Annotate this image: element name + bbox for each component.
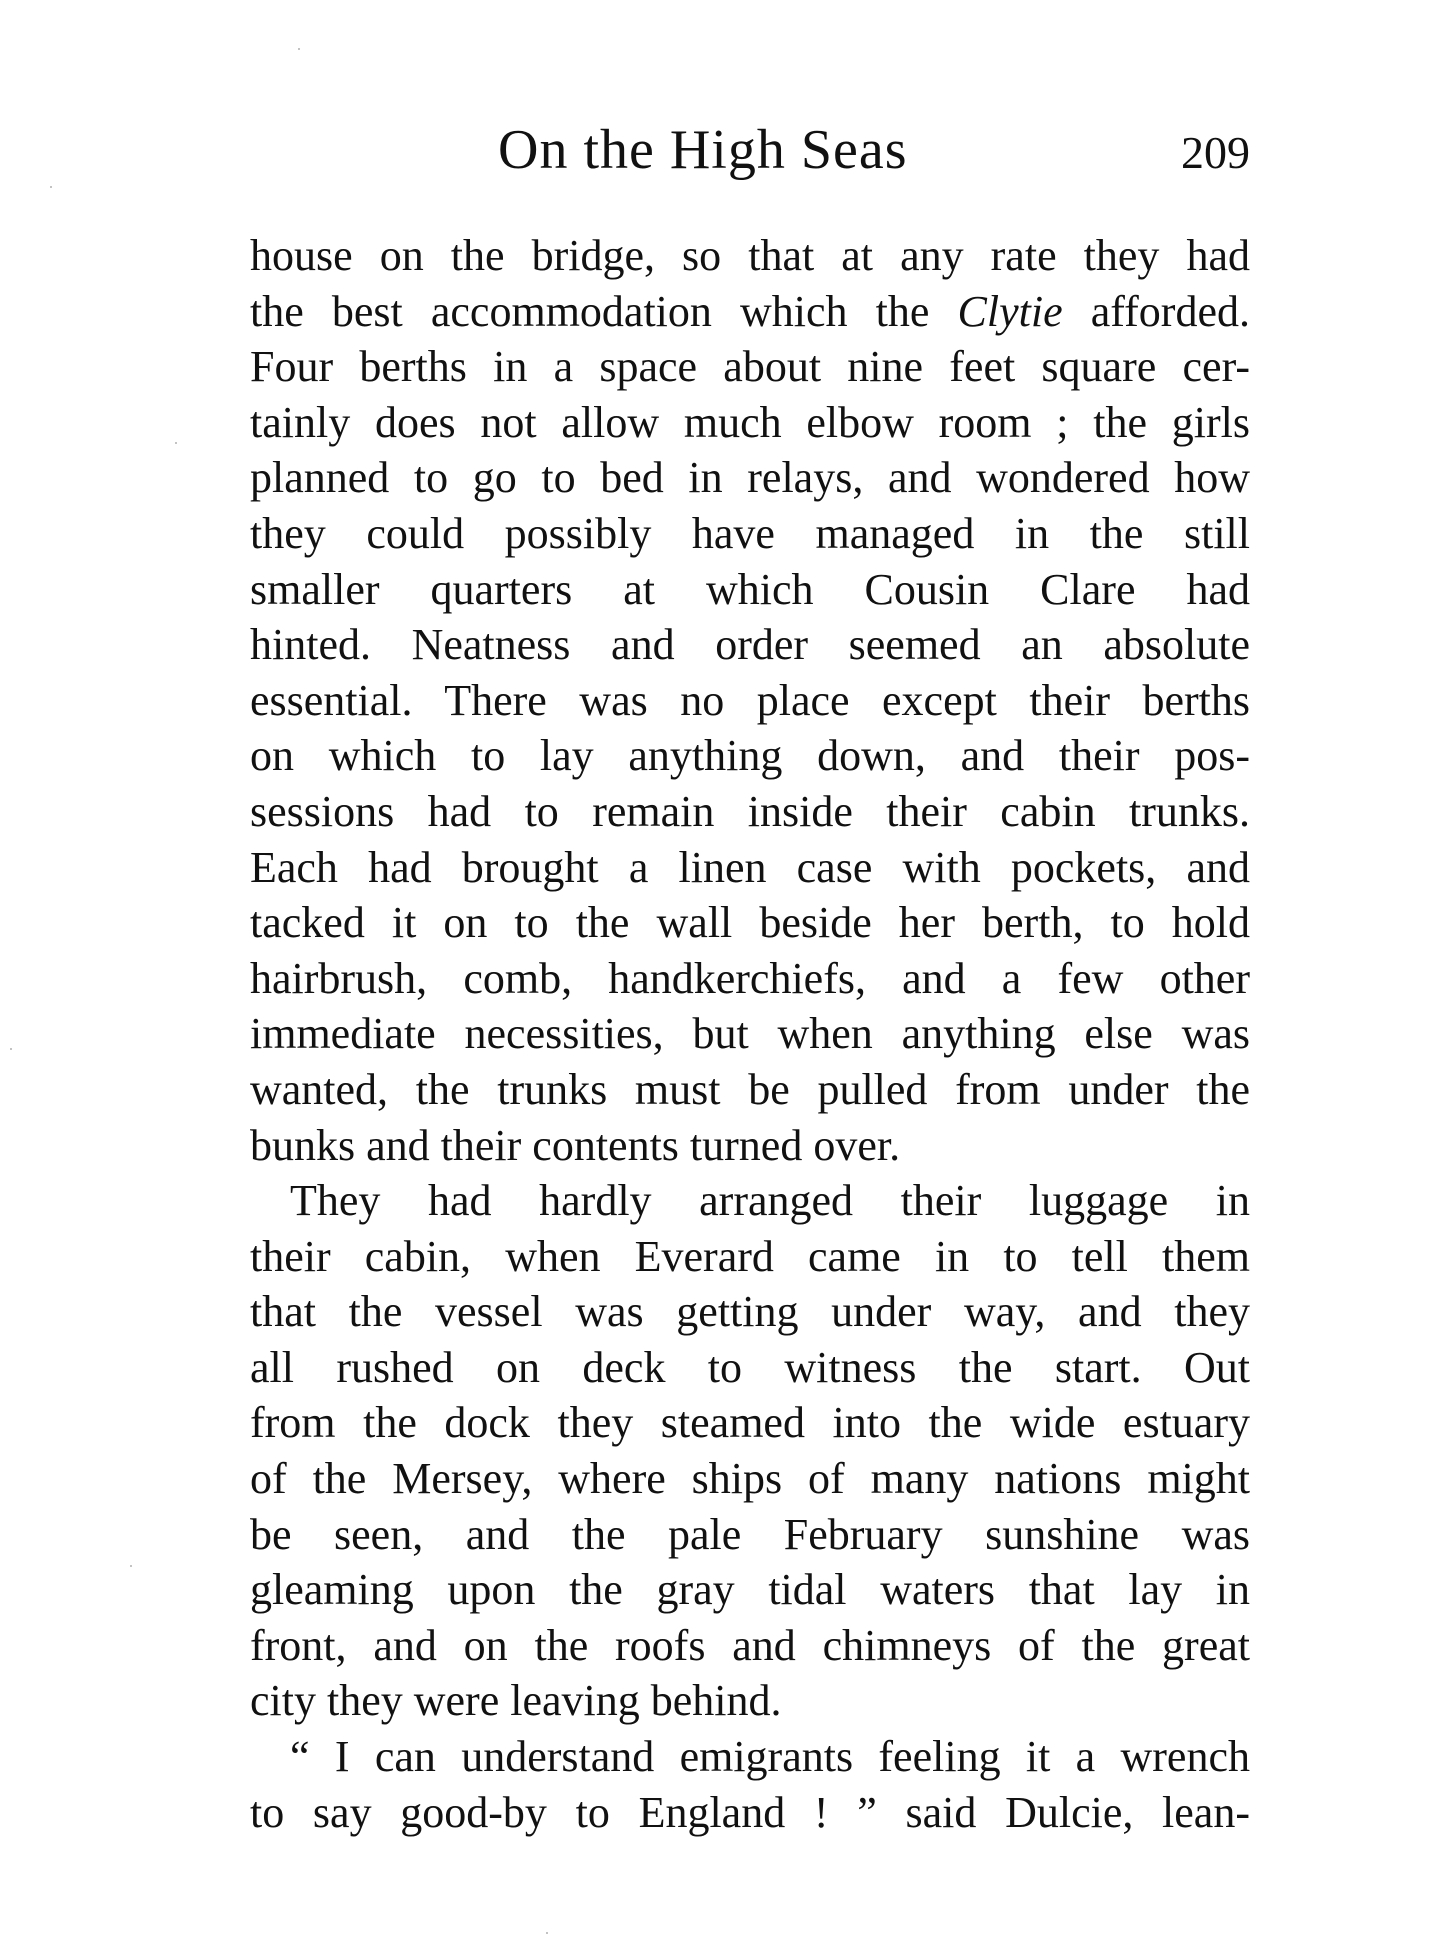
scan-speck	[298, 48, 300, 50]
text-line: wanted, the trunks must be pulled from under the	[250, 1064, 1250, 1114]
scan-speck	[175, 442, 177, 444]
text-line: essential. There was no place except their berths	[250, 675, 1250, 725]
text-line: that the vessel was getting under way, and they	[250, 1287, 1250, 1337]
running-header	[250, 118, 1250, 198]
text-line: bunks and their contents turned over.	[250, 1120, 901, 1170]
text-line: on which to lay anything down, and their pos-	[250, 731, 1250, 781]
text-line: gleaming upon the gray tidal waters that lay in	[250, 1565, 1250, 1615]
page-number: 209	[1181, 127, 1250, 178]
text-line: front, and on the roofs and chimneys of the great	[250, 1620, 1250, 1670]
text-line: planned to go to bed in relays, and wondered how	[250, 453, 1250, 503]
text-line: they could possibly have managed in the still	[250, 508, 1250, 558]
running-title: On the High Seas	[498, 119, 908, 181]
text-line: be seen, and the pale February sunshine was	[250, 1509, 1250, 1559]
scan-speck	[50, 186, 52, 188]
text-line: sessions had to remain inside their cabin trunks.	[250, 786, 1250, 836]
paragraph	[250, 1173, 1250, 1729]
scan-speck	[130, 1565, 132, 1567]
paragraph	[250, 1729, 1250, 1840]
text-line: immediate necessities, but when anything else was	[250, 1009, 1250, 1059]
text-line: all rushed on deck to witness the start. Out	[250, 1342, 1250, 1392]
text-line: of the Mersey, where ships of many nations might	[250, 1454, 1250, 1504]
text-line: from the dock they steamed into the wide estuary	[250, 1398, 1250, 1448]
text-line: Four berths in a space about nine feet square cer-	[250, 342, 1250, 392]
text-line: house on the bridge, so that at any rate they had	[250, 231, 1250, 280]
text-line: They had hardly arranged their luggage in	[290, 1176, 1250, 1226]
text-line: hairbrush, comb, handkerchiefs, and a few other	[250, 953, 1250, 1003]
paragraph	[250, 228, 1250, 1173]
scan-speck	[10, 1048, 12, 1050]
body-text	[250, 228, 1250, 1840]
text-line: tacked it on to the wall beside her berth, to hold	[250, 898, 1250, 948]
text-line: the best accommodation which the Clytie afforded.	[250, 286, 1250, 336]
text-line: Each had brought a linen case with pockets, and	[250, 842, 1250, 892]
scan-speck	[546, 1932, 548, 1934]
text-line: city they were leaving behind.	[250, 1676, 782, 1726]
text-line: their cabin, when Everard came in to tell them	[250, 1231, 1250, 1281]
text-line: hinted. Neatness and order seemed an absolute	[250, 620, 1250, 670]
ship-name: Clytie	[957, 286, 1063, 336]
text-line: tainly does not allow much elbow room ; the girls	[250, 397, 1250, 447]
text-line: smaller quarters at which Cousin Clare had	[250, 564, 1250, 614]
text-line: “ I can understand emigrants feeling it a wrench	[290, 1732, 1250, 1782]
text-line: to say good-by to England ! ” said Dulcie, lean-	[250, 1787, 1250, 1837]
